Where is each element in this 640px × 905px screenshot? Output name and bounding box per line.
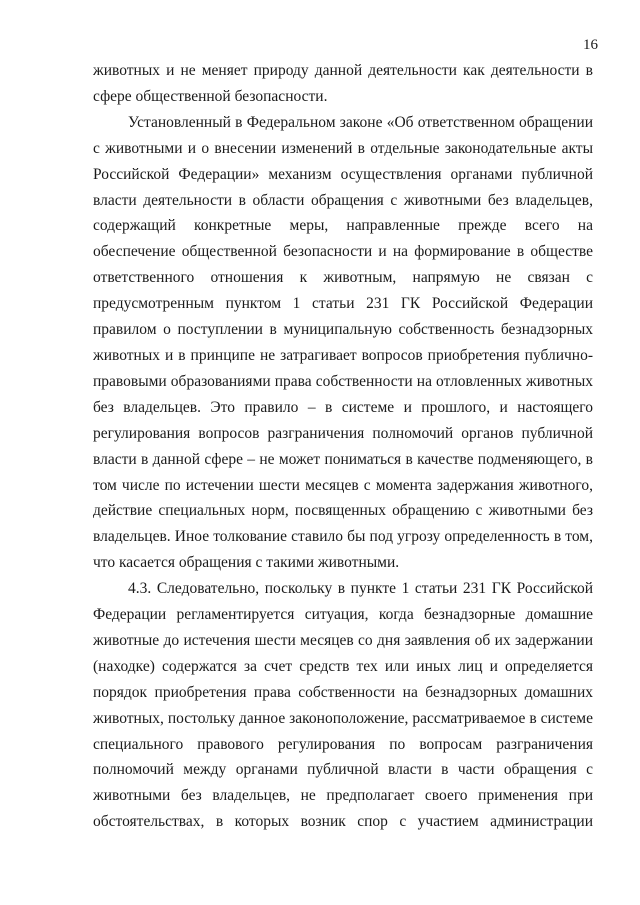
paragraph-continuation: животных и не меняет природу данной деятельности как деятельности в сфере общественной безопасности. bbox=[93, 62, 593, 105]
document-body bbox=[93, 58, 593, 835]
paragraph-4-3: 4.3. Следовательно, поскольку в пункте 1 статьи 231 ГК Российской Федерации регламентируется ситуация, когда безнадзорные домашние животные до истечения шести месяцев со дня заявления об их задержании (находке) содержатся за счет средств тех или иных лиц и определяется порядок приобретения права собственности на безнадзорных домашних животных, постольку данное законоположение, рассматриваемое в системе специального правового регулирования по вопросам разграничения полномочий между органами публичной власти в части обращения с животными без владельцев, не предполагает своего применения при обстоятельствах, в которых возник спор с участием администрации bbox=[93, 580, 593, 831]
paragraph-federal-law: Установленный в Федеральном законе «Об ответственном обращении с животными и о внесении изменений в отдельные законодательные акты Российской Федерации» механизм осуществления органами публичной власти деятельности в области обращения с животными без владельцев, содержащий конкретные меры, направленные прежде всего на обеспечение общественной безопасности и на формирование в обществе ответственного отношения к животным, напрямую не связан с предусмотренным пунктом 1 статьи 231 ГК Российской Федерации правилом о поступлении в муниципальную собственность безнадзорных животных и в принципе не затрагивает вопросов приобретения публично-правовыми образованиями права собственности на отловленных животных без владельцев. Это правило – в системе и прошлого, и настоящего регулирования вопросов разграничения полномочий органов публичной власти в данной сфере – не может пониматься в качестве подменяющего, в том числе по истечении шести месяцев с момента задержания животного, действие специальных норм, посвященных обращению с животными без владельцев. Иное толкование ставило бы под угрозу определенность в том, что касается обращения с такими животными. bbox=[93, 113, 593, 572]
page-number: 16 bbox=[583, 37, 598, 53]
